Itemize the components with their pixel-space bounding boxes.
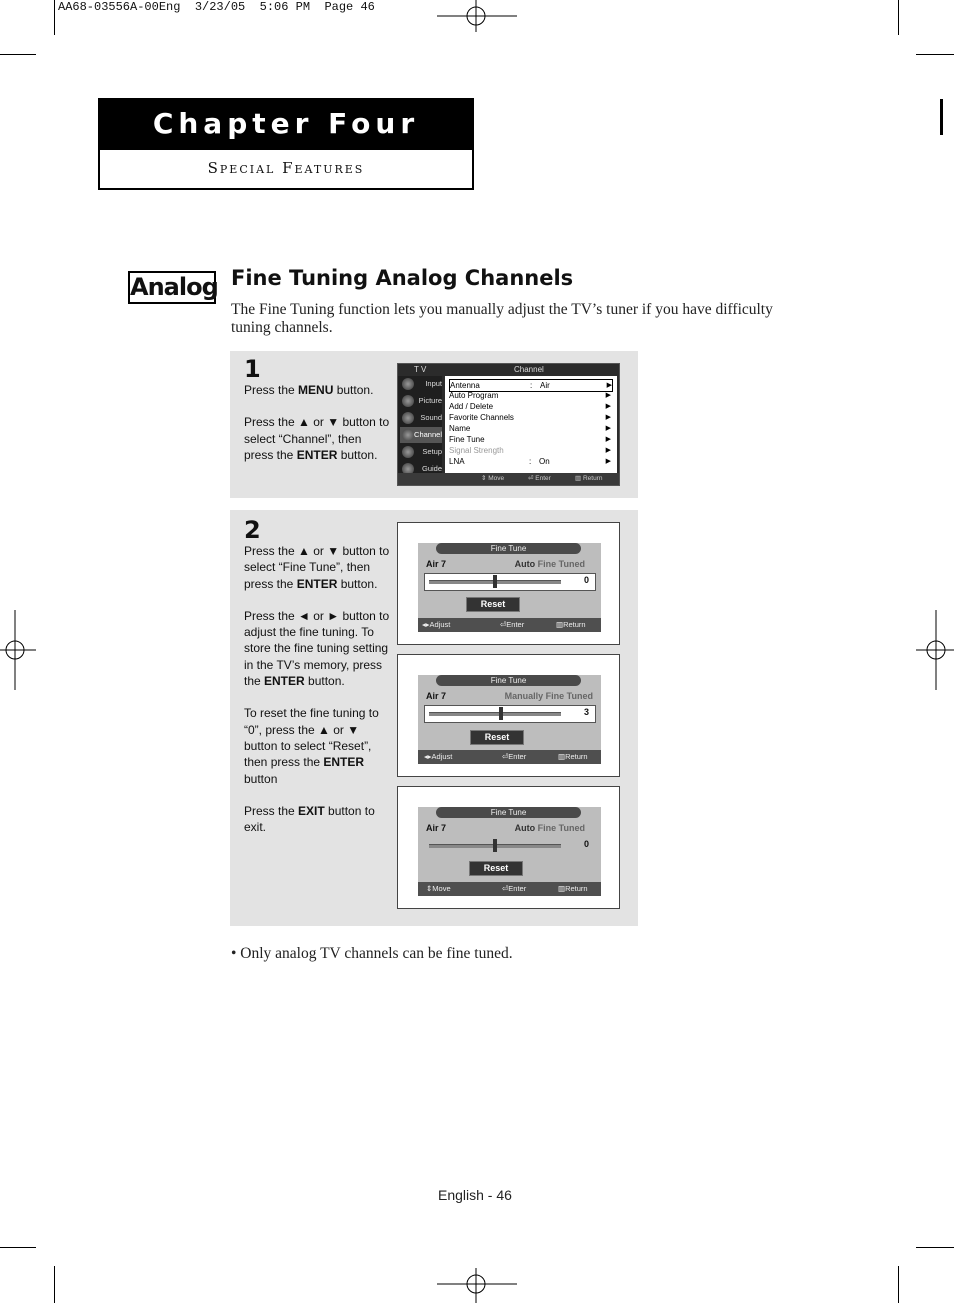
fine-tune-slider	[424, 705, 596, 723]
print-header: AA68-03556A-00Eng 3/23/05 5:06 PM Page 46	[58, 0, 375, 14]
page-number: English - 46	[438, 1187, 512, 1203]
registration-mark-top	[437, 0, 517, 32]
sidebar-item-channel: Channel	[400, 427, 442, 443]
setup-icon	[402, 446, 414, 458]
step-1-instructions: Press the MENU button. Press the ▲ or ▼ button to select “Channel”, then press the ENTER button.	[244, 383, 390, 462]
slider-thumb	[493, 839, 497, 852]
crop-mark	[916, 1247, 954, 1248]
step-number: 1	[244, 355, 261, 383]
sound-icon	[402, 412, 414, 424]
step-2-instructions: Press the ▲ or ▼ button to select “Fine Tune”, then press the ENTER button. Press the ◄ or ► button to adjust the fine tuning. To store the fine tuning setting in the TV’s memory, press the ENTER button. To reset the fine tuning to “0”, press the ▲ or ▼ button to select “Reset”, then press the ENTER button Press the EXIT button to exit.	[244, 544, 390, 835]
fine-tune-screen-1	[397, 522, 620, 645]
sidebar-item-sound: Sound	[400, 410, 442, 426]
osd-sidebar	[398, 376, 442, 479]
menu-row-name: Name ▶	[449, 424, 611, 433]
enter-hint: ⏎ Enter	[502, 752, 527, 761]
crop-mark	[898, 1266, 899, 1303]
osd-navigation-bar	[418, 618, 601, 632]
enter-hint: ⏎ Enter	[500, 620, 525, 629]
arrow-right-icon: ▶	[605, 392, 611, 399]
channel-label: Air 7	[426, 559, 447, 569]
input-icon	[402, 378, 414, 390]
arrow-right-icon: ▶	[605, 436, 611, 443]
chapter-subtitle: Special Features	[207, 159, 365, 177]
registration-mark-left	[0, 610, 36, 690]
fine-tune-slider	[424, 573, 596, 591]
menu-row-antenna: Antenna : Air ▶	[450, 381, 612, 390]
section-title: Fine Tuning Analog Channels	[231, 266, 574, 290]
arrow-right-icon: ▶	[605, 447, 611, 454]
fine-tune-title: Fine Tune	[436, 543, 581, 554]
move-hint: ⇕ Move	[481, 475, 505, 482]
sidebar-item-picture: Picture	[400, 393, 442, 409]
channel-icon	[402, 429, 414, 441]
menu-row-fine-tune: Fine Tune ▶	[449, 435, 611, 444]
return-hint: ▥ Return	[558, 752, 588, 761]
crop-mark	[54, 1266, 55, 1303]
fine-tune-title: Fine Tune	[436, 807, 581, 818]
picture-icon	[402, 395, 414, 407]
chapter-title: Chapter Four	[100, 100, 472, 150]
registration-mark-bottom	[437, 1268, 517, 1303]
menu-row-signal-strength: Signal Strength ▶	[449, 446, 611, 455]
sidebar-item-setup: Setup	[400, 444, 442, 460]
reset-button: Reset	[470, 730, 524, 745]
return-hint: ▥ Return	[556, 620, 586, 629]
channel-label: Air 7	[426, 691, 447, 701]
sidebar-item-guide: Guide	[400, 461, 442, 477]
menu-row-favorite-channels: Favorite Channels ▶	[449, 413, 611, 422]
arrow-right-icon: ▶	[605, 414, 611, 421]
menu-row-auto-program: Auto Program ▶	[449, 391, 611, 400]
arrow-right-icon: ▶	[605, 425, 611, 432]
tv-label: T V	[414, 365, 427, 374]
slider-thumb	[493, 575, 497, 588]
crop-mark	[0, 54, 36, 55]
note: • Only analog TV channels can be fine tuned.	[231, 945, 513, 962]
crop-mark	[916, 54, 954, 55]
menu-row-lna: LNA : On ▶	[449, 457, 611, 466]
step-1-panel	[230, 351, 638, 498]
registration-mark-right	[916, 610, 954, 690]
menu-title: Channel	[514, 365, 544, 374]
enter-hint: ⏎ Enter	[528, 475, 551, 482]
arrow-right-icon: ▶	[605, 403, 611, 410]
fine-tune-value: 3	[583, 707, 589, 717]
crop-mark	[898, 0, 899, 35]
adjust-hint: ◂▸ Adjust	[424, 752, 453, 761]
fine-tune-osd	[418, 675, 601, 764]
move-hint: ⇕ Move	[426, 884, 451, 893]
fine-tune-screen-2	[397, 654, 620, 777]
reset-button: Reset	[469, 861, 523, 876]
step-2-panel	[230, 510, 638, 926]
return-hint: ▥ Return	[575, 475, 603, 482]
fine-tune-value: 0	[583, 839, 589, 849]
arrow-right-icon: ▶	[605, 458, 611, 465]
channel-menu-list	[445, 376, 617, 479]
tuning-status: Manually Fine Tuned	[504, 691, 593, 701]
chapter-header	[98, 98, 474, 190]
fine-tune-title: Fine Tune	[436, 675, 581, 686]
fine-tune-osd	[418, 543, 601, 632]
menu-row-add-delete: Add / Delete ▶	[449, 402, 611, 411]
tuning-status: Auto Fine Tuned	[514, 559, 585, 569]
enter-hint: ⏎ Enter	[502, 884, 527, 893]
fine-tune-value: 0	[583, 575, 589, 585]
slider-thumb	[499, 707, 503, 720]
crop-mark	[0, 1247, 36, 1248]
fine-tune-slider	[424, 837, 596, 855]
reset-button: Reset	[466, 597, 520, 612]
channel-menu-screen	[397, 363, 620, 486]
adjust-hint: ◂▸ Adjust	[422, 620, 451, 629]
osd-navigation-bar	[418, 882, 601, 896]
step-number: 2	[244, 516, 261, 544]
channel-label: Air 7	[426, 823, 447, 833]
arrow-right-icon: ▶	[606, 382, 612, 389]
crop-mark	[54, 0, 55, 35]
sidebar-item-input: Input	[400, 376, 442, 392]
fine-tune-screen-3	[397, 786, 620, 909]
margin-bar	[940, 99, 943, 135]
intro-paragraph: The Fine Tuning function lets you manually adjust the TV’s tuner if you have difficulty tuning channels.	[231, 301, 773, 336]
analog-badge: Analog	[128, 271, 216, 304]
osd-navigation-bar	[418, 750, 601, 764]
fine-tune-osd	[418, 807, 601, 896]
slider-track	[429, 712, 561, 716]
tuning-status: Auto Fine Tuned	[514, 823, 585, 833]
osd-navigation-bar	[398, 473, 619, 485]
return-hint: ▥ Return	[558, 884, 588, 893]
